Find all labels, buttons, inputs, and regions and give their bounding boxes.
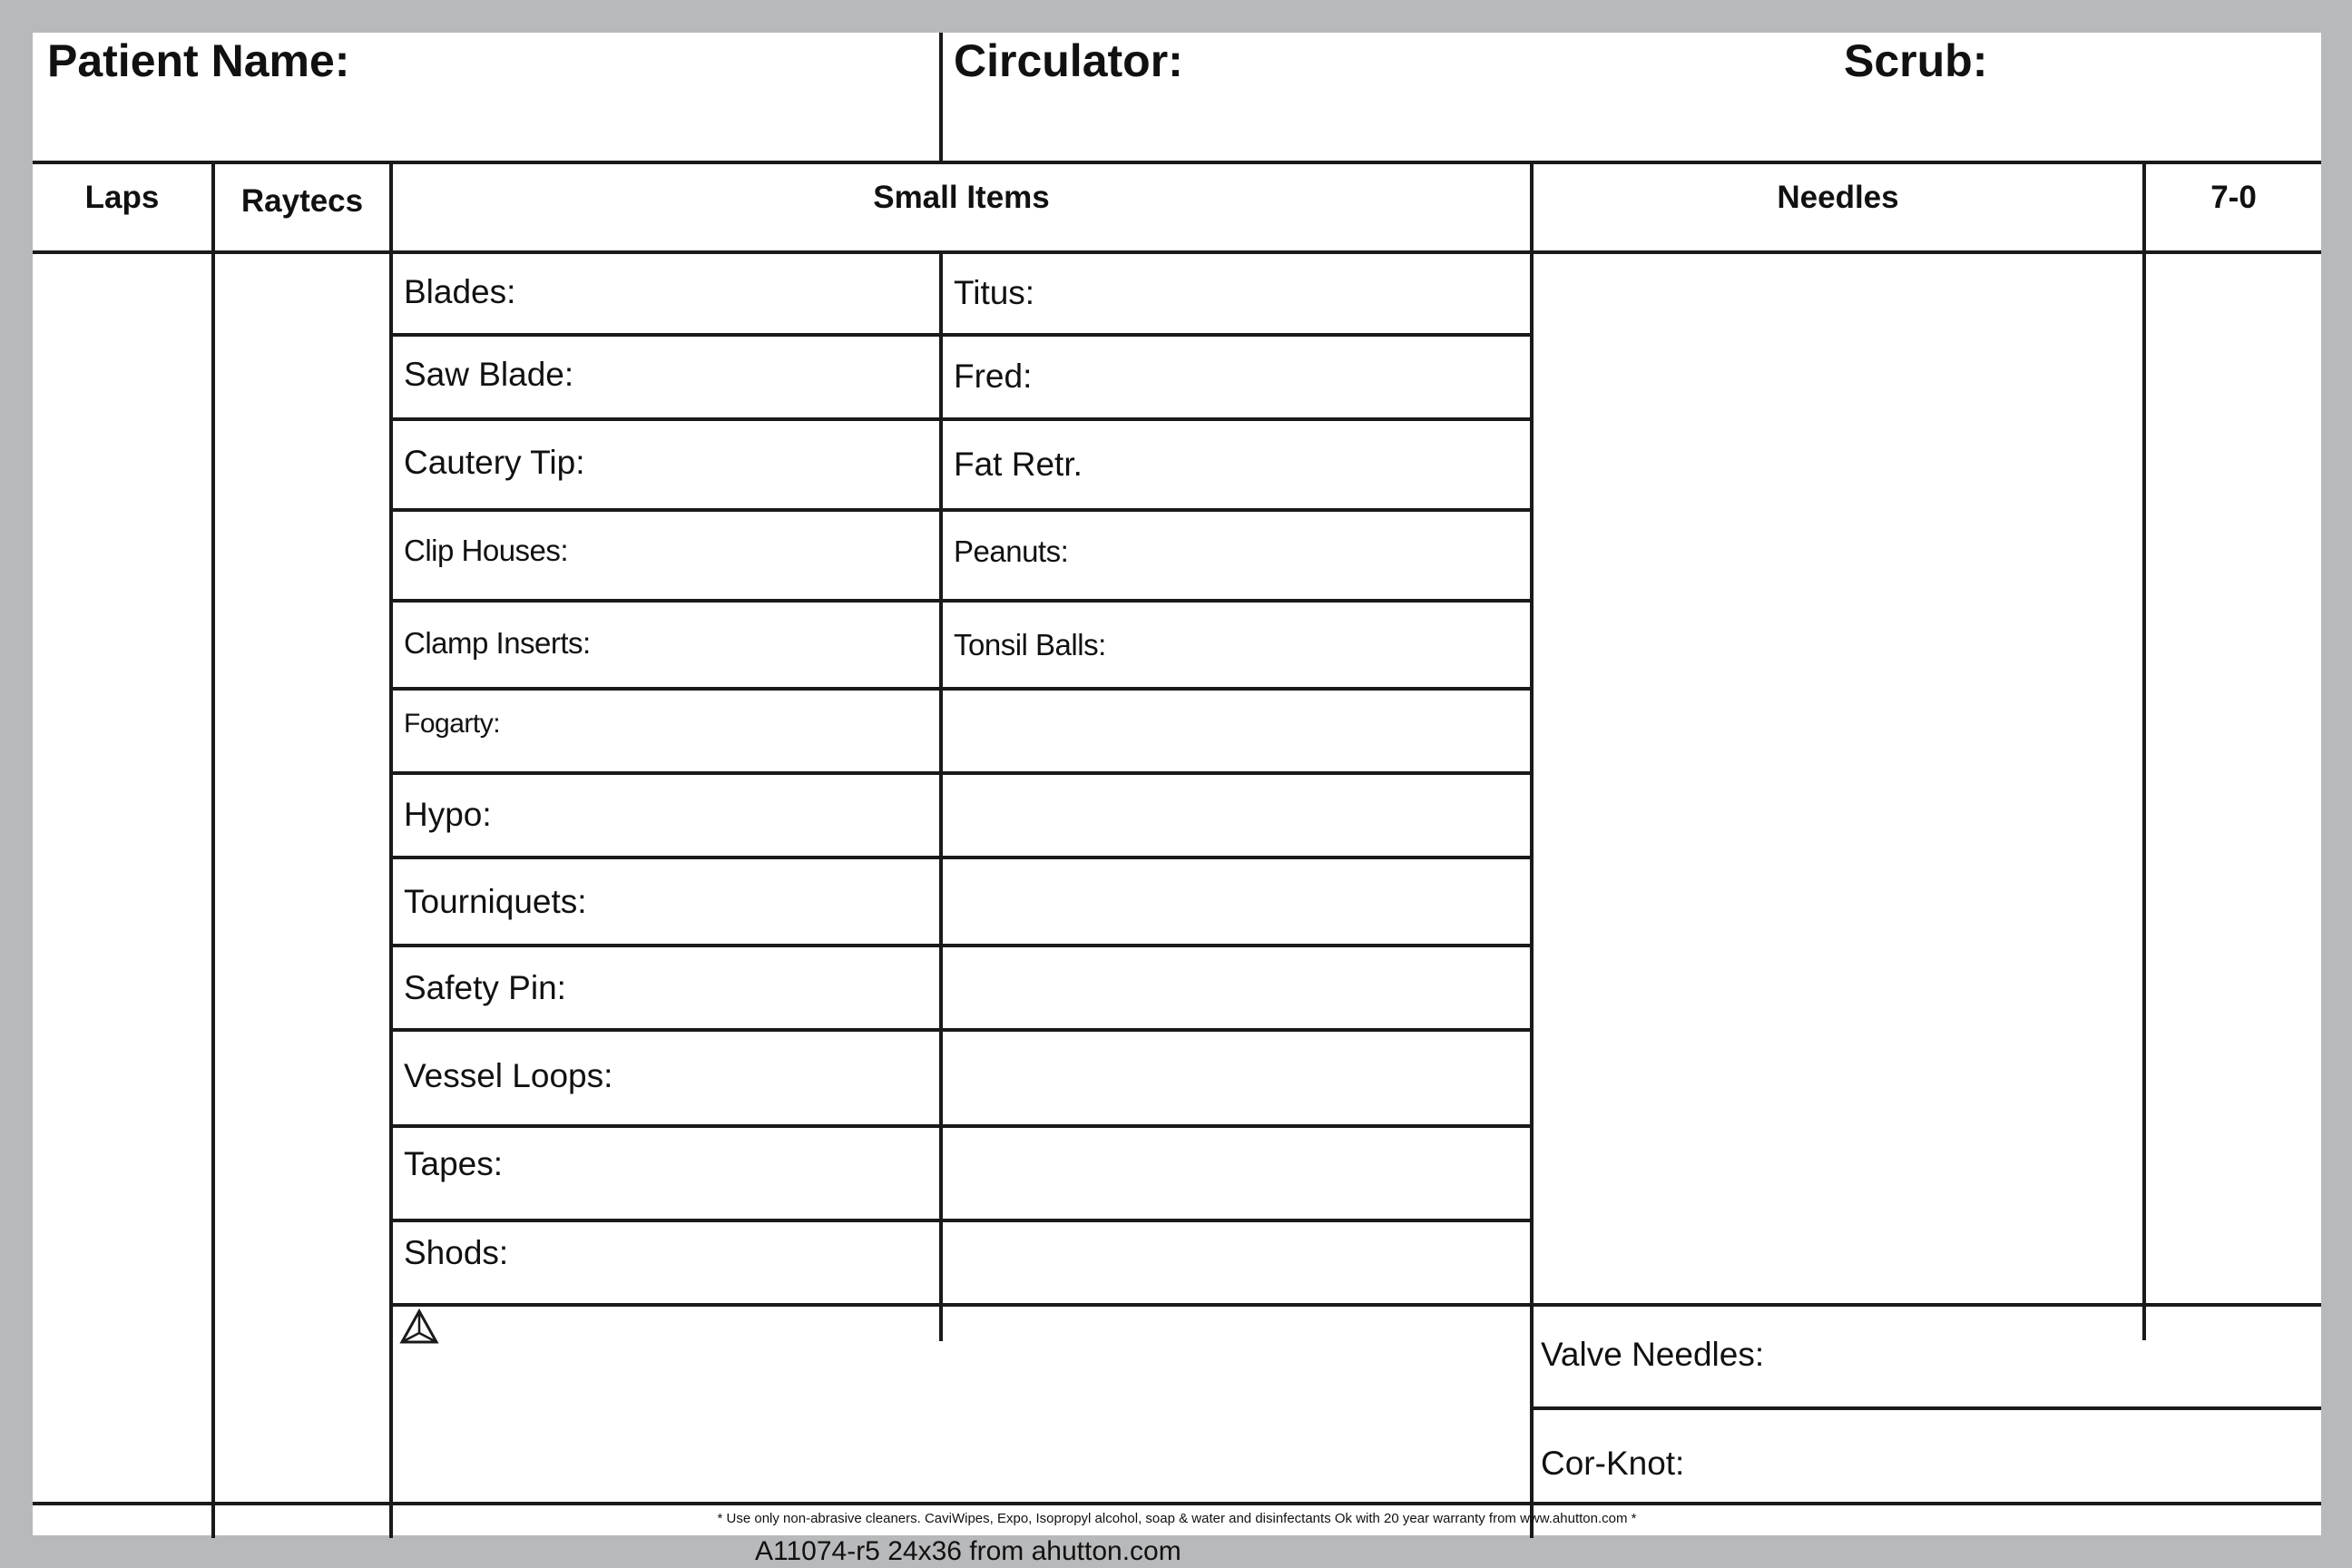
valve-needles-label: Valve Needles: <box>1541 1336 1765 1373</box>
small-item-clip-houses: Clip Houses: <box>404 534 569 567</box>
grid-line-row-2 <box>389 417 1532 421</box>
grid-line-raytecs-right <box>389 161 393 1538</box>
grid-line-column-heading-bottom <box>33 250 2321 254</box>
grid-line-small-items-inner <box>939 250 943 1341</box>
grid-line-laps-right <box>211 161 215 1538</box>
grid-line-header-divider <box>939 33 943 162</box>
small-item-clamp-inserts: Clamp Inserts: <box>404 626 591 660</box>
small-item-fat-retr: Fat Retr. <box>954 446 1083 483</box>
grid-line-row-9 <box>389 1028 1532 1032</box>
small-item-tonsil-balls: Tonsil Balls: <box>954 628 1106 662</box>
small-item-titus: Titus: <box>954 274 1035 311</box>
column-heading-laps: Laps <box>84 180 160 215</box>
patient-name-label: Patient Name: <box>47 35 350 86</box>
small-item-shods: Shods: <box>404 1234 509 1271</box>
column-heading-raytecs: Raytecs <box>240 183 364 219</box>
small-item-safety-pin: Safety Pin: <box>404 969 566 1006</box>
grid-line-row-6 <box>389 771 1532 775</box>
product-code: A11074-r5 24x36 from ahutton.com <box>755 1536 1181 1566</box>
grid-line-row-11 <box>389 1219 1532 1222</box>
column-heading-7-0: 7-0 <box>2210 180 2257 215</box>
column-heading-needles: Needles <box>1777 180 1899 215</box>
grid-line-small-items-right <box>1530 161 1534 1538</box>
small-item-saw-blade: Saw Blade: <box>404 356 574 393</box>
whiteboard <box>33 33 2321 1535</box>
small-item-peanuts: Peanuts: <box>954 534 1069 568</box>
small-item-tapes: Tapes: <box>404 1145 504 1182</box>
grid-line-row-4 <box>389 599 1532 603</box>
grid-line-header-bottom <box>33 161 2321 164</box>
small-item-tourniquets: Tourniquets: <box>404 883 587 920</box>
scrub-label: Scrub: <box>1844 35 1988 86</box>
grid-line-row-12 <box>389 1303 2321 1307</box>
circulator-label: Circulator: <box>954 35 1183 86</box>
small-item-cautery-tip: Cautery Tip: <box>404 444 585 481</box>
small-item-hypo: Hypo: <box>404 796 492 833</box>
grid-line-valve-needles-bottom <box>1530 1406 2321 1410</box>
grid-line-row-1 <box>389 333 1532 337</box>
grid-line-row-8 <box>389 944 1532 947</box>
grid-line-row-7 <box>389 856 1532 859</box>
small-item-blades: Blades: <box>404 273 516 310</box>
grid-line-footer-top <box>33 1502 2321 1505</box>
small-item-fred: Fred: <box>954 358 1033 395</box>
small-item-fogarty: Fogarty: <box>404 709 501 739</box>
small-item-vessel-loops: Vessel Loops: <box>404 1057 613 1094</box>
column-heading-small-items: Small Items <box>873 180 1050 215</box>
triangle-logo-icon <box>399 1308 439 1345</box>
grid-line-row-10 <box>389 1124 1532 1128</box>
grid-line-row-5 <box>389 687 1532 691</box>
cor-knot-label: Cor-Knot: <box>1541 1445 1685 1482</box>
grid-line-needles-right <box>2142 161 2146 1340</box>
care-note: * Use only non-abrasive cleaners. CaviWipes, Expo, Isopropyl alcohol, soap & water and disinfectants Ok with 20 year warranty from www.ahutton.com * <box>717 1511 1637 1526</box>
grid-line-row-3 <box>389 508 1532 512</box>
